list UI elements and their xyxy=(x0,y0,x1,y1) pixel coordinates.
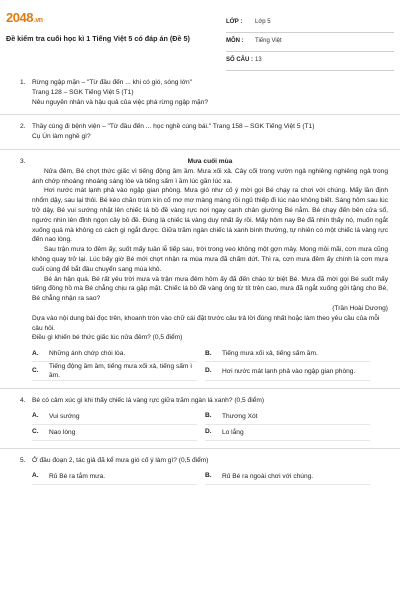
document-title: Đề kiểm tra cuối học kì 1 Tiếng Việt 5 có đáp án (Đề 5) xyxy=(6,34,190,43)
logo-text: 2048 xyxy=(6,10,33,25)
option-letter: B. xyxy=(205,412,212,420)
question-5 xyxy=(0,456,400,485)
answer-option-d[interactable] xyxy=(205,425,370,441)
divider xyxy=(0,388,400,389)
question-4 xyxy=(0,396,400,441)
question-text: Trang 128 – SGK Tiếng Việt 5 (T1) xyxy=(32,88,134,96)
option-letter: C. xyxy=(32,367,39,375)
option-text: Thương Xót xyxy=(222,412,258,420)
story-author: (Trần Hoài Dương) xyxy=(332,304,388,312)
question-text: Ở đầu đoạn 2, tác giả đã kể mưa gió cố ý làm gì? (0,5 điểm) xyxy=(32,456,209,464)
question-text: Rừng ngập mặn – "Từ đầu đến ... khi có gió, sóng lớn" xyxy=(32,79,193,86)
option-text: Rủ Bé ra ngoài chơi với chúng. xyxy=(222,472,314,480)
answer-option-d[interactable] xyxy=(205,362,370,381)
answer-options xyxy=(32,469,388,485)
option-text: Những ánh chớp chói lòa. xyxy=(49,350,126,358)
option-letter: D. xyxy=(205,428,212,436)
option-letter: A. xyxy=(32,412,39,420)
answer-options xyxy=(32,346,388,381)
answer-option-c[interactable] xyxy=(32,362,197,381)
question-text: Thầy cúng đi bệnh viện – "Từ đầu đến ... học nghề cúng bái." Trang 158 – SGK Tiếng Việt 5 (T1) xyxy=(32,123,315,131)
answer-option-b[interactable] xyxy=(205,409,370,425)
meta-value: Tiếng Việt xyxy=(255,38,282,44)
meta-value: 13 xyxy=(255,57,262,63)
logo-suffix: .vn xyxy=(33,17,43,24)
answer-option-c[interactable] xyxy=(32,425,197,441)
option-text: Tiếng động ầm ầm, tiếng mưa xối xả, tiếng sấm ì ầm. xyxy=(49,363,193,380)
divider xyxy=(0,149,400,150)
answer-option-b[interactable] xyxy=(205,346,370,362)
option-letter: A. xyxy=(32,349,39,357)
story-paragraph: Bé ân hận quá. Bé rất yêu trời mưa và trận mưa đêm hôm ấy đã đến chào từ biệt Bé. Mưa đã mời gọi Bé suốt mấy tiếng đồng hồ mà Bé chẳng chịu ra gặp mặt. Chiếc lá bồ đề vàng óng từ tít trên cao, mưa đã ngắt xuống gửi tặng cho Bé, Bé chẳng nhận ra sao? xyxy=(32,275,388,303)
question-number: 1. xyxy=(20,79,26,86)
divider xyxy=(0,114,400,115)
question-number: 5. xyxy=(20,456,26,464)
question-number: 4. xyxy=(20,397,26,405)
exam-content xyxy=(0,78,400,485)
question-text: Bé có cảm xúc gì khi thấy chiếc lá vàng rực giữa trăm ngàn lá xanh? (0,5 điểm) xyxy=(32,397,265,405)
answer-option-a[interactable] xyxy=(32,469,197,485)
question-number: 2. xyxy=(20,123,26,131)
meta-label: MÔN : xyxy=(226,38,244,44)
story-title: Mưa cuối mùa xyxy=(187,157,233,165)
option-text: Vui sướng xyxy=(49,412,80,420)
meta-value: Lớp 5 xyxy=(255,19,271,25)
divider xyxy=(0,448,400,449)
question-number: 3. xyxy=(20,157,26,165)
question-2 xyxy=(0,122,400,142)
option-text: Nao lòng xyxy=(49,428,76,436)
story-paragraph: Hơi nước mát lạnh phả vào ngập gian phòng. Mưa gió như cố ý mời gọi Bé chạy ra chơi với chúng. Mấy lần định nhổm dậy, sau lại thôi. Bé kéo chăn trùm kín cố mơ mơ màng màng rồi ngủ thiếp đi lúc nào không biết. Sáng hôm sau lúc trở dậy, Bé vui sướng nhặt lên chiếc lá bồ đề vàng rực nơi ngay cạnh chân giường Bé nằm. Bé chạy đến bên cửa sổ, ngước nhìn lên đỉnh ngọn cây bồ đề. Đúng là chiếc lá vàng duy nhất ấy rồi. Mấy hôm nay Bé đã nhìn thấy nó, muốn ngắt xuống quá mà không có cách gì ngắt được. Giữa trăm ngàn chiếc lá xanh bình thường, tự nhiên có một chiếc lá vàng rực đến nao lòng. xyxy=(32,187,388,244)
answer-option-a[interactable] xyxy=(32,409,197,425)
question-1 xyxy=(0,78,400,107)
answer-option-b[interactable] xyxy=(205,469,370,485)
instruction-text: Dựa vào nội dung bài đọc trên, khoanh tròn vào chữ cái đặt trước câu trả lời đúng nhất hoặc làm theo yêu cầu của mỗi câu hỏi. xyxy=(32,314,380,332)
answer-options xyxy=(32,409,388,441)
question-text: Điều gì khiến bé thức giấc lúc nửa đêm? (0,5 điểm) xyxy=(32,334,183,342)
story-paragraph: Nửa đêm, Bé chợt thức giấc vì tiếng động ầm ầm. Mưa xối xả. Cây cối trong vườn ngả nghiêng nghiêng ngả trong ánh chớp nhoáng nhoáng sáng lòe và tiếng sấm ì ầm lúc gần lúc xa. xyxy=(32,167,388,185)
site-logo[interactable] xyxy=(6,10,43,25)
question-text: Nêu nguyên nhân và hậu quả của việc phá rừng ngập mặn? xyxy=(32,98,208,106)
option-text: Rủ Bé ra tắm mưa. xyxy=(49,472,106,480)
question-3 xyxy=(0,157,400,381)
meta-row-class xyxy=(226,14,394,33)
option-text: Hơi nước mát lạnh phả vào ngập gian phòng. xyxy=(222,367,356,375)
option-text: Tiếng mưa xối xả, tiếng sấm ầm. xyxy=(222,350,318,358)
option-text: Lo lắng xyxy=(222,428,244,436)
question-text: Cụ Ún làm nghề gì? xyxy=(32,133,91,141)
meta-label: LỚP : xyxy=(226,19,243,25)
page-header xyxy=(0,0,400,70)
meta-info xyxy=(226,14,394,71)
meta-row-subject xyxy=(226,33,394,52)
option-letter: B. xyxy=(205,472,212,480)
option-letter: A. xyxy=(32,472,39,480)
meta-label: SỐ CÂU : xyxy=(226,57,253,63)
meta-row-question-count xyxy=(226,52,394,71)
option-letter: B. xyxy=(205,349,212,357)
answer-option-a[interactable] xyxy=(32,346,197,362)
story-paragraph: Sau trận mưa to đêm ấy, suốt mấy tuần lễ tiếp sau, trời trong veo không một gợn mây. Mong mỏi mãi, cơn mưa cũng không quay trở lại. Lúc bấy giờ Bé mới chợt nhận ra mùa mưa đã chấm dứt. Thì ra, cơn mưa đêm ấy chính là cơn mưa cuối cùng để bắt đầu chuyển sang mùa khô. xyxy=(32,246,388,273)
option-letter: C. xyxy=(32,428,39,436)
option-letter: D. xyxy=(205,367,212,375)
